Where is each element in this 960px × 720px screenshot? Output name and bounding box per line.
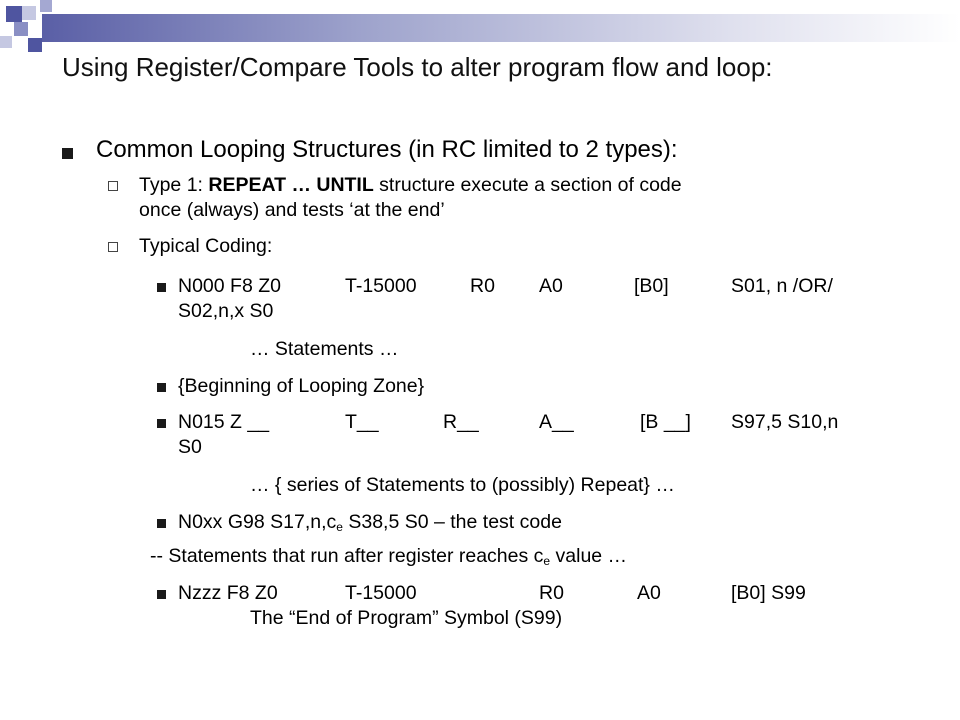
code-col: [B0]	[634, 275, 669, 297]
beginning-looping-zone: {Beginning of Looping Zone}	[178, 375, 425, 397]
test-code-line	[178, 511, 562, 534]
code-col: [B __]	[640, 411, 691, 433]
deco-square-3	[40, 0, 52, 12]
header-gradient-bar	[42, 14, 960, 42]
code-col: A__	[539, 411, 574, 433]
code-col: Nzzz F8 Z0	[178, 582, 278, 604]
bullet-hollow-square	[108, 242, 118, 252]
code-col: R0	[470, 275, 495, 297]
code-col: T__	[345, 411, 379, 433]
deco-square-2	[22, 6, 36, 20]
code-col: [B0] S99	[731, 582, 806, 604]
type1-line1	[139, 174, 682, 197]
bullet-square	[62, 148, 73, 159]
test-code-post: S38,5 S0 – the test code	[342, 511, 562, 533]
code-col: A0	[539, 275, 563, 297]
deco-square-5	[28, 38, 42, 52]
subscript: e	[336, 520, 343, 534]
code-col: T-15000	[345, 582, 417, 604]
code-col: R0	[539, 582, 564, 604]
subscript: e	[543, 554, 551, 568]
bullet-square	[157, 283, 166, 292]
code-continuation: S0	[178, 436, 202, 458]
deco-square-4	[14, 22, 28, 36]
deco-square-6	[0, 36, 12, 48]
type1-prefix: Type 1:	[139, 174, 209, 196]
bullet-hollow-square	[108, 181, 118, 191]
deco-square-1	[6, 6, 22, 22]
series-line: … { series of Statements to (possibly) Repeat} …	[250, 474, 675, 496]
after-post: value …	[550, 545, 628, 567]
heading-bullet: Common Looping Structures (in RC limited to 2 types):	[96, 136, 678, 163]
code-col: S01, n /OR/	[731, 275, 833, 297]
type1-rest: structure execute a section of code	[373, 174, 682, 196]
end-program-line: The “End of Program” Symbol (S99)	[250, 607, 563, 629]
code-continuation: S02,n,x S0	[178, 300, 274, 322]
code-col: N000 F8 Z0	[178, 275, 281, 297]
code-col: A0	[637, 582, 661, 604]
code-col: N015 Z __	[178, 411, 270, 433]
code-col: T-15000	[345, 275, 417, 297]
after-pre: -- Statements that run after register reaches c	[150, 545, 544, 567]
slide-title: Using Register/Compare Tools to alter program flow and loop:	[62, 52, 773, 82]
type1-bold: REPEAT … UNTIL	[208, 174, 374, 196]
statements-line: … Statements …	[250, 338, 399, 360]
bullet-square	[157, 383, 166, 392]
after-register-line	[150, 545, 627, 568]
code-col: S97,5 S10,n	[731, 411, 839, 433]
type1-line2: once (always) and tests ‘at the end’	[139, 199, 445, 221]
test-code-pre: N0xx G98 S17,n,c	[178, 511, 337, 533]
bullet-square	[157, 519, 166, 528]
typical-coding: Typical Coding:	[139, 235, 273, 257]
bullet-square	[157, 419, 166, 428]
bullet-square	[157, 590, 166, 599]
code-col: R__	[443, 411, 479, 433]
